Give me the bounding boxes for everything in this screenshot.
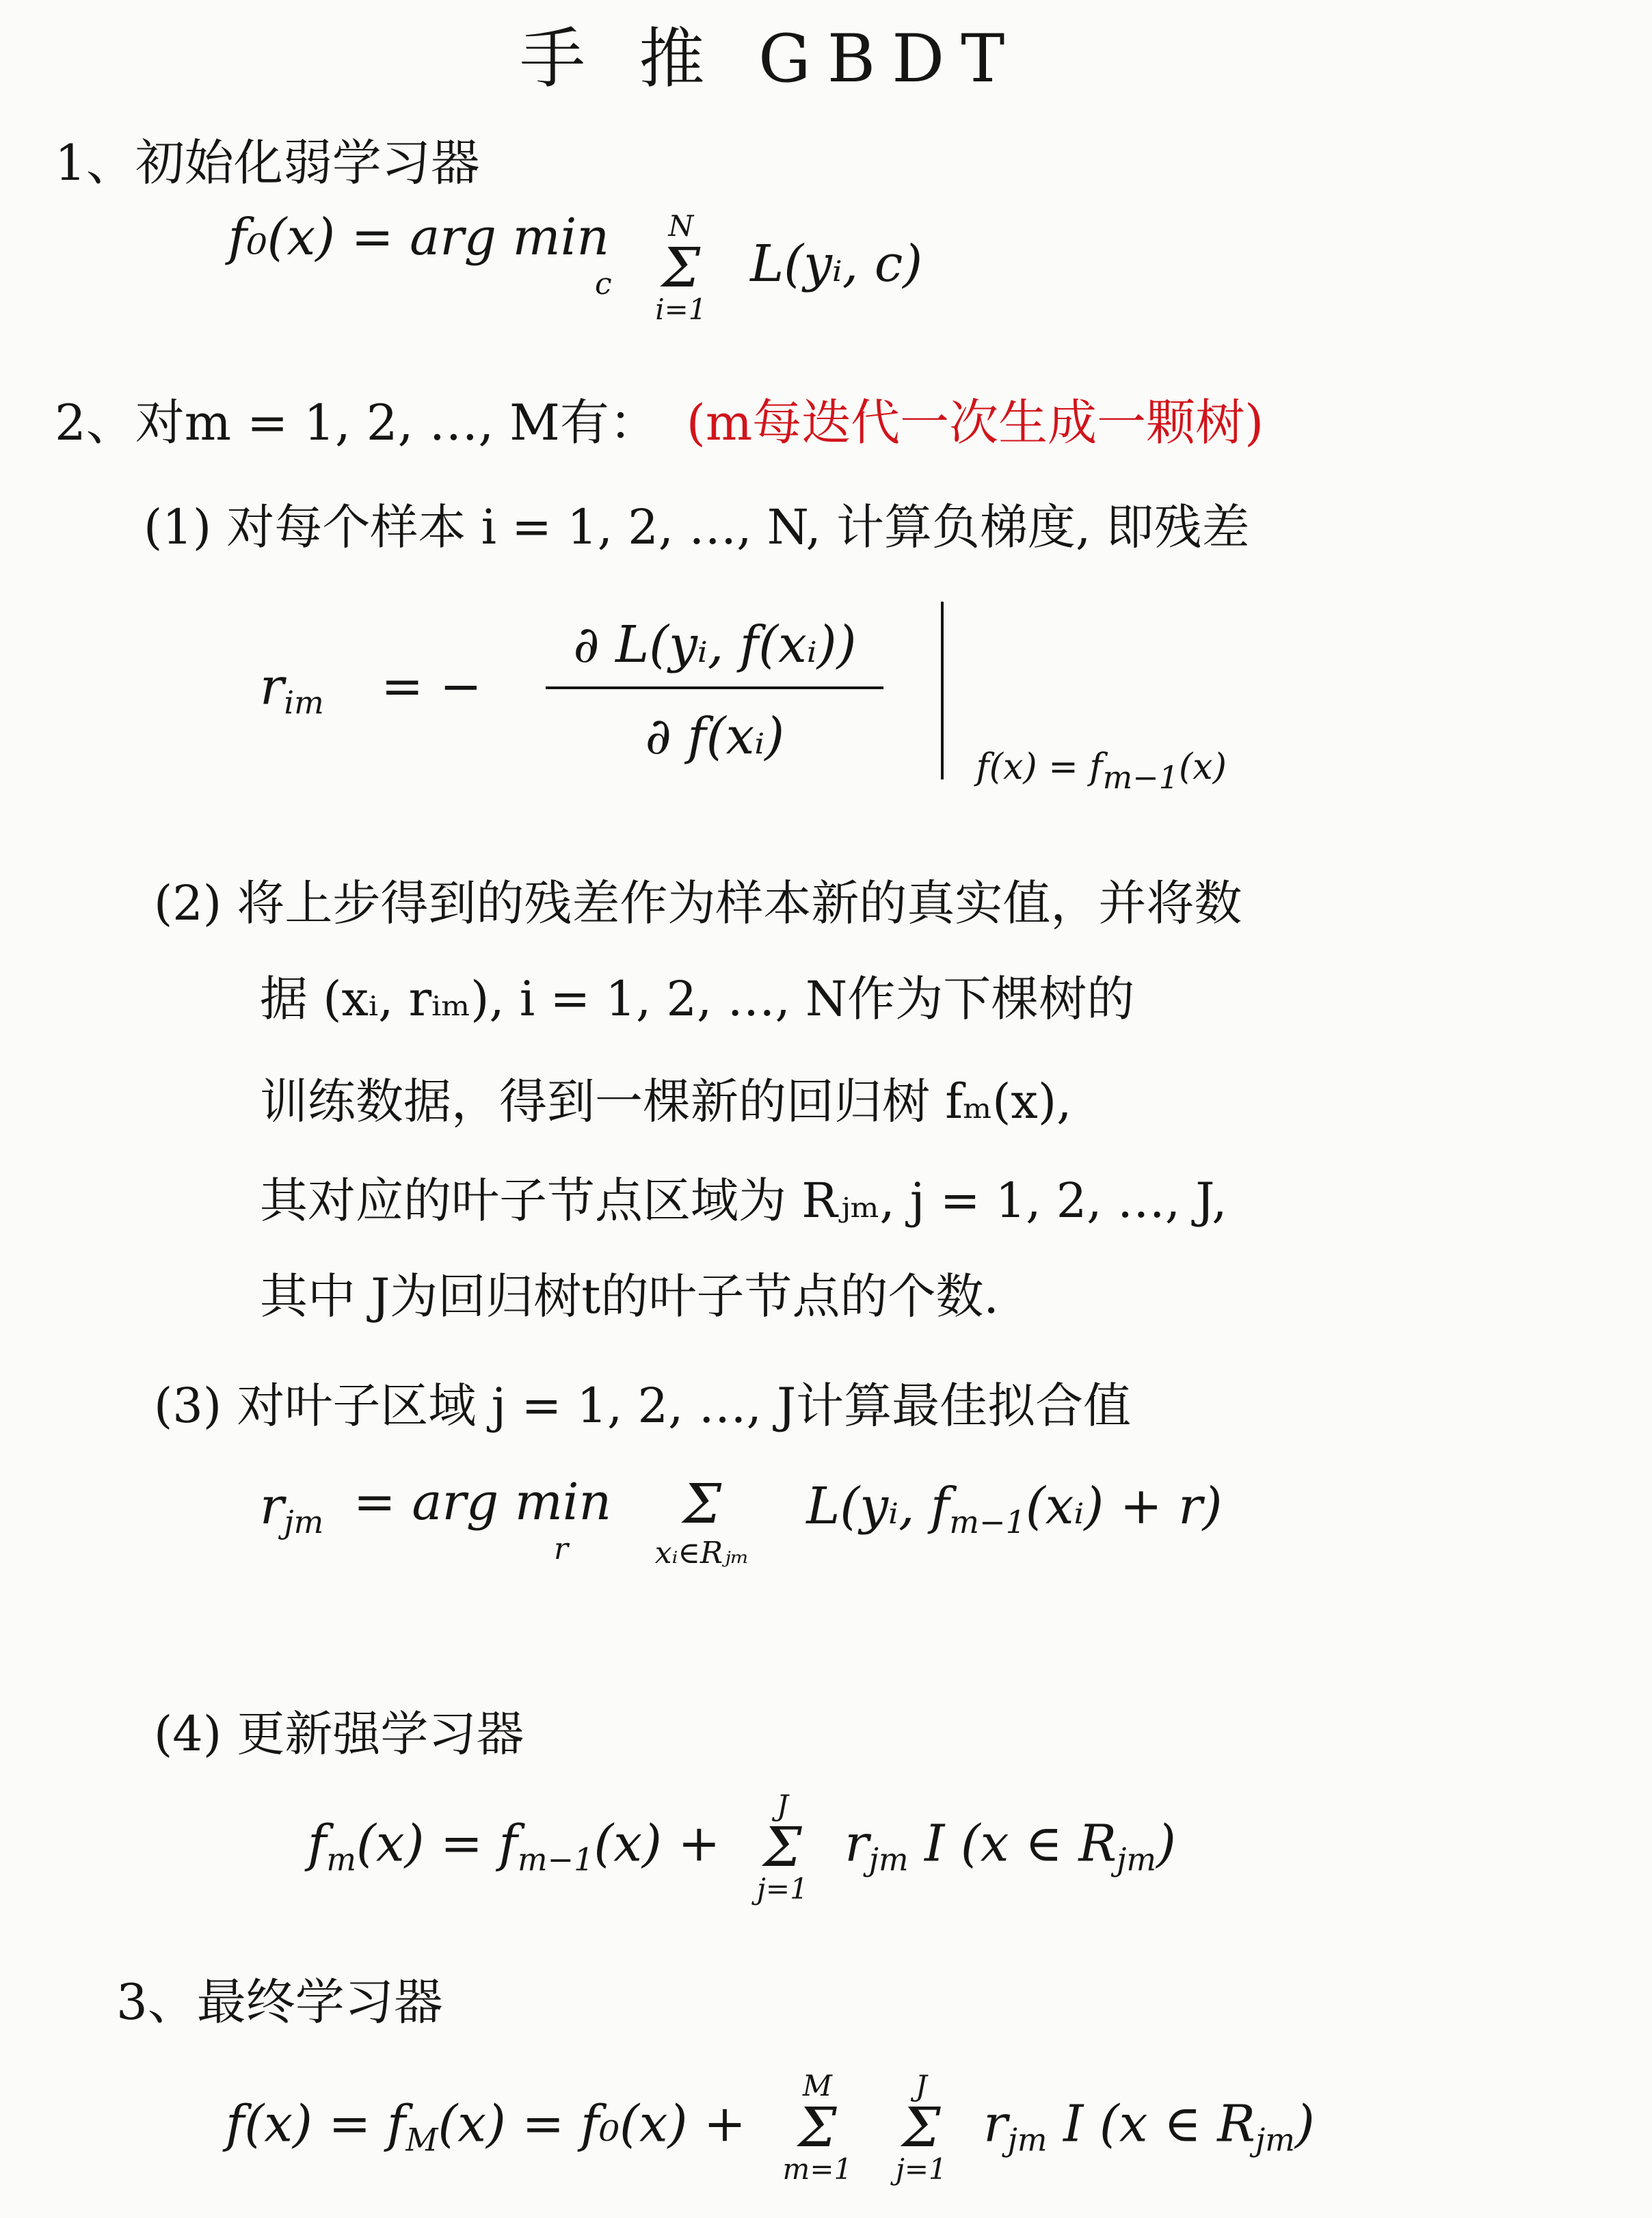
argmin-block <box>226 208 612 302</box>
argmin-text: = arg min <box>353 1473 612 1532</box>
final-formula: $f(x) = f_M(x) = f_0(x)$ + M Σ m=1 J Σ j=1 $r_{jm}$ I (x ∈ $R_{jm}$) <box>226 2069 1315 2186</box>
step2-red-note: (m每迭代一次生成一颗树) <box>686 394 1264 451</box>
argmin-block <box>353 1473 612 1566</box>
step3-heading: 3、最终学习器 <box>116 1973 443 2031</box>
sub3-text: (3) 对叶子区域 j = 1, 2, …, J计算最佳拟合值 <box>154 1378 1132 1434</box>
fit-loss: L(yᵢ, $f_{m-1}(xᵢ) + r$) <box>806 1477 1223 1540</box>
residual-formula: $r_{im}$ = − $\frac{\text{∂ L(yᵢ, f(xᵢ))}}{\text{∂ f(xᵢ)}}$ f(x) = fm−1(x) <box>260 602 1227 796</box>
sub2-line1: (2) 将上步得到的残差作为样本新的真实值，并将数 <box>154 875 1242 931</box>
gradient-fraction <box>546 615 883 766</box>
residual-eq: = − <box>381 657 482 717</box>
sub2-line2: 据 (xᵢ, rᵢₘ), i = 1, 2, …, N作为下棵树的 <box>260 971 1135 1027</box>
inner-sum-symbol: J Σ j=1 <box>895 2069 947 2186</box>
step1-formula <box>226 208 923 326</box>
loss-term: L(yᵢ, c) <box>750 235 923 294</box>
step2-heading: 2、对m = 1, 2, …, M有： <box>55 394 658 451</box>
step2-heading-row <box>55 383 1264 454</box>
sum-symbol: N Σ i=1 <box>655 209 707 326</box>
sum-symbol: J Σ j=1 <box>756 1789 808 1906</box>
sum-symbol: Σ xᵢ∈Rⱼₘ <box>654 1472 749 1571</box>
sub4-text: (4) 更新强学习器 <box>154 1706 524 1762</box>
evaluation-condition: f(x) = fm−1(x) <box>976 747 1227 797</box>
argmin-under: c <box>595 267 612 302</box>
update-formula: $f_m(x) = f_{m-1}(x)$ + J Σ j=1 $r_{jm}$ I (x ∈ $R_{jm}$) <box>308 1789 1176 1906</box>
page-title: 手 推 GBDT <box>520 21 1022 97</box>
outer-sum-symbol: M Σ m=1 <box>782 2069 853 2186</box>
fit-lhs: r <box>260 1477 284 1536</box>
argmin-under: r <box>553 1532 569 1566</box>
fit-value-formula: $r_{jm}$ = arg min r Σ xᵢ∈Rⱼₘ L(yᵢ, $f_{m-1}(xᵢ) + r$) <box>260 1472 1223 1571</box>
sub2-line4: 其对应的叶子节点区域为 Rⱼₘ, j = 1, 2, …, J, <box>260 1173 1227 1229</box>
fraction-denominator: ∂ f(xᵢ) <box>645 707 785 766</box>
sub2-line3: 训练数据，得到一棵新的回归树 fₘ(x), <box>260 1073 1072 1130</box>
step1-heading: 1、初始化弱学习器 <box>55 134 480 191</box>
residual-lhs: r <box>260 657 284 717</box>
argmin-text: f₀(x) = arg min <box>228 208 610 267</box>
sub2-line5: 其中 J为回归树t的叶子节点的个数. <box>260 1268 999 1324</box>
fraction-numerator: ∂ L(yᵢ, f(xᵢ)) <box>546 615 883 689</box>
sub1-text: (1) 对每个样本 i = 1, 2, …, N, 计算负梯度, 即残差 <box>144 499 1250 555</box>
evaluation-bar <box>941 602 944 779</box>
